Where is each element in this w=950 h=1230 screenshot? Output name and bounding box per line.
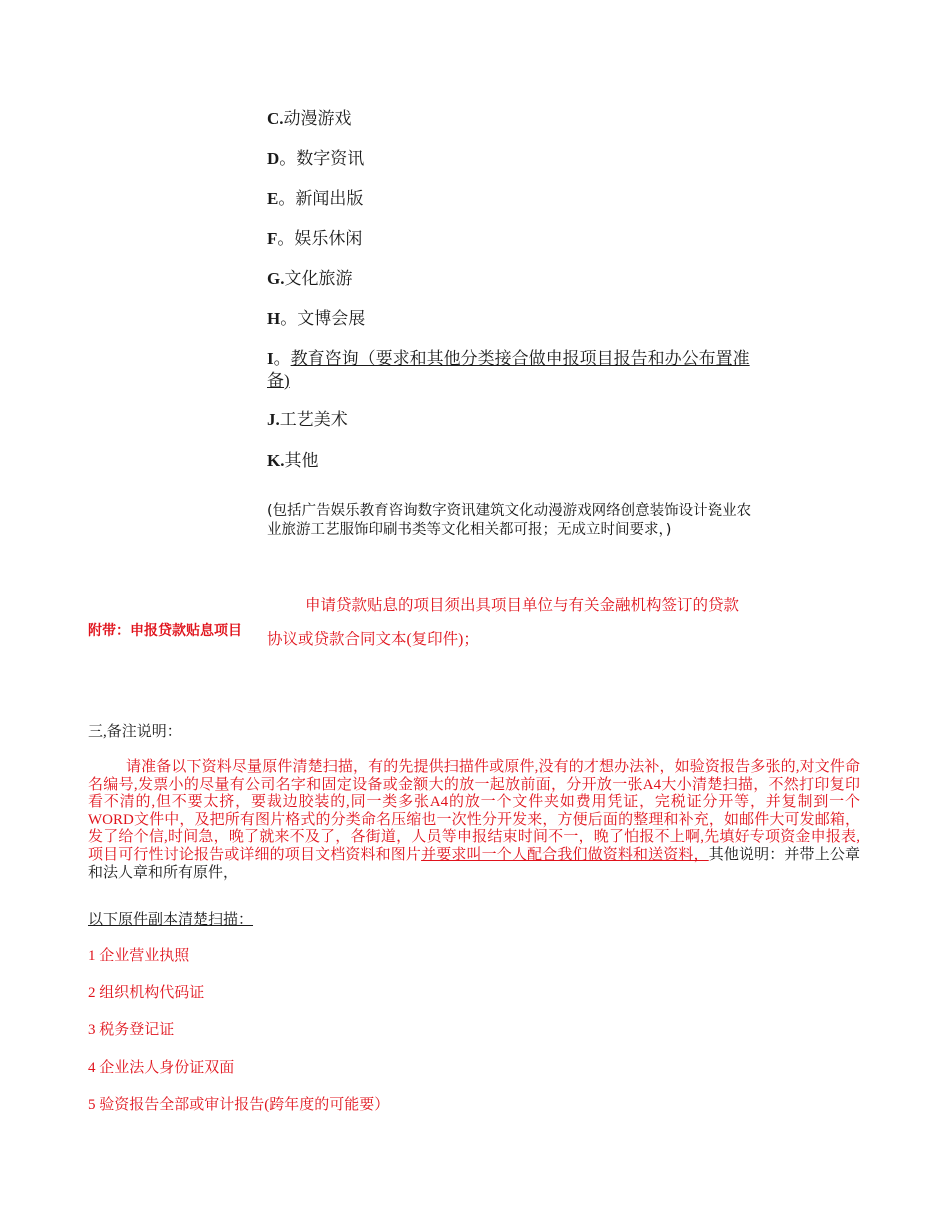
category-text: 工艺美术 <box>279 410 348 429</box>
attachment-line-2: 协议或贷款合同文本(复印件)； <box>267 631 479 648</box>
category-text: 教育咨询（要求和其他分类接合做申报项目报告和办公布置准备) <box>267 349 750 390</box>
category-k <box>267 450 318 472</box>
scan-heading: 以下原件副本清楚扫描： <box>88 912 254 928</box>
category-c <box>267 108 352 130</box>
category-sep: 。 <box>273 349 291 368</box>
category-letter: D <box>267 149 280 168</box>
instructions-text: 请准备以下资料尽量原件清楚扫描，有的先提供扫描件或原件,没有的才想办法补，如验资报告多张的,对文件命名编号,发票小的尽量有公司名字和固定设备或金额大的放一起放前面，分开放一张A4大小清楚扫描，不然打印复印看不清的,但不要太挤，要裁边胶装的,同一类多张A4的放一个文件夹如费用凭证，完税证分开等，并复制到一个WORD文件中，及把所有图片格式的分类命名压缩也一次性分开发来，方便后面的整理和补充，如邮件大可发邮箱，发了给个信,时间急，晚了就来不及了，各街道，人员等申报结束时间不一，晚了怕报不上啊,先填好专项资金申报表,项目可行性讨论报告或详细的项目文档资料和图片 <box>88 759 860 863</box>
category-j <box>267 409 348 431</box>
attachment-line-1: 申请贷款贴息的项目须出具项目单位与有关金融机构签订的贷款 <box>305 597 740 614</box>
category-text: 娱乐休闲 <box>294 229 363 248</box>
category-h <box>267 308 365 330</box>
category-letter: C <box>267 109 280 128</box>
instructions-tail: 其他说明：并带上公章和法人章和所有原件， <box>88 846 860 881</box>
instructions-paragraph <box>88 759 860 882</box>
category-letter: E <box>267 189 279 208</box>
scope-note: (包括广告娱乐教育咨询数字资讯建筑文化动漫游戏网络创意装饰设计瓷业农业旅游工艺服饰印刷书类等文化相关都可报；无成立时间要求，) <box>267 503 752 538</box>
category-i <box>267 348 767 392</box>
category-letter: I <box>267 349 274 368</box>
attachment-label: 附带：申报贷款贴息项目 <box>88 623 242 639</box>
category-d <box>267 148 364 170</box>
category-letter: J <box>267 410 276 429</box>
document-item: 3 税务登记证 <box>88 1022 175 1038</box>
category-sep: . <box>275 410 280 429</box>
instructions-underlined: 并要求叫一个人配合我们做资料和送资料， <box>421 846 709 863</box>
category-g <box>267 268 352 290</box>
category-sep: . <box>280 269 285 288</box>
category-sep: 。 <box>280 309 298 328</box>
category-sep: 。 <box>278 189 296 208</box>
category-sep: . <box>280 451 285 470</box>
document-item: 2 组织机构代码证 <box>88 985 205 1001</box>
category-letter: F <box>267 229 278 248</box>
document-item: 1 企业营业执照 <box>88 948 190 964</box>
section-title: 三,备注说明： <box>88 724 182 740</box>
document-item: 5 验资报告全部或审计报告(跨年度的可能要） <box>88 1097 390 1113</box>
category-text: 文化旅游 <box>284 269 353 288</box>
category-letter: G <box>267 269 281 288</box>
category-text: 数字资讯 <box>296 149 365 168</box>
category-sep: 。 <box>277 229 295 248</box>
category-letter: K <box>267 451 281 470</box>
category-e <box>267 188 363 210</box>
category-text: 其他 <box>284 451 319 470</box>
document-item: 4 企业法人身份证双面 <box>88 1060 235 1076</box>
category-sep: . <box>279 109 284 128</box>
category-text: 文博会展 <box>297 309 366 328</box>
category-letter: H <box>267 309 281 328</box>
category-sep: 。 <box>279 149 297 168</box>
category-text: 新闻出版 <box>295 189 364 208</box>
category-f <box>267 228 362 250</box>
category-text: 动漫游戏 <box>283 109 352 128</box>
